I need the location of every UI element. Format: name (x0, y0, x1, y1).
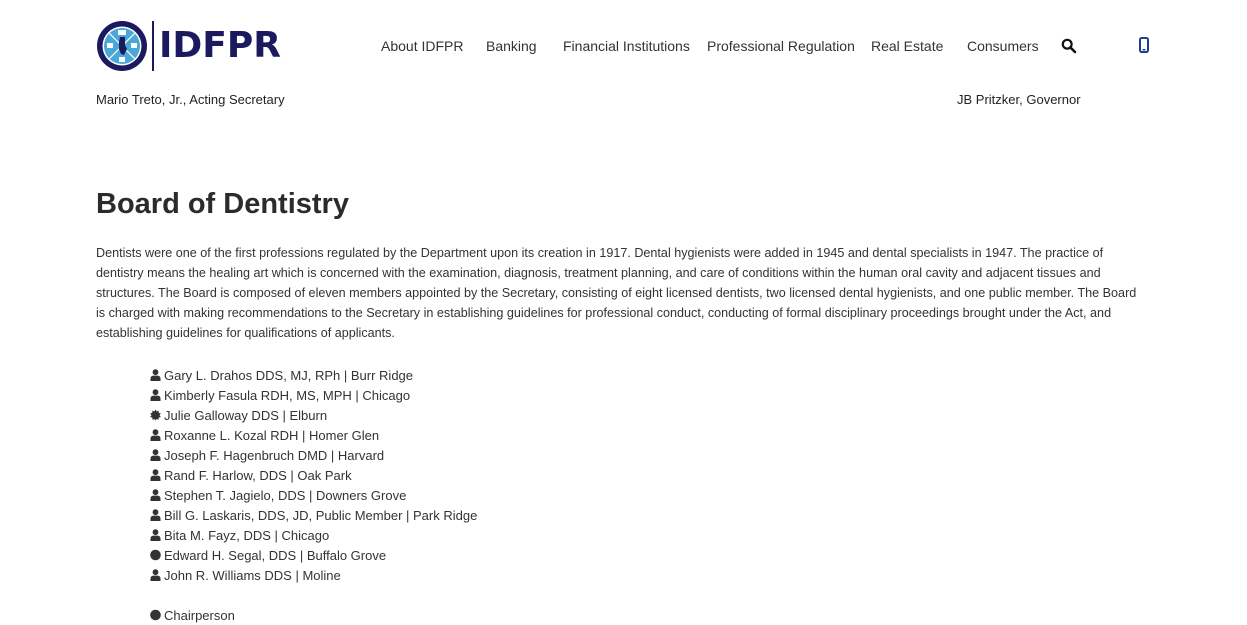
list-item (150, 445, 477, 465)
list-item (150, 565, 477, 585)
member-text: Rand F. Harlow, DDS | Oak Park (164, 467, 352, 483)
nav-consumers[interactable]: Consumers (967, 38, 1039, 54)
list-item (150, 385, 477, 405)
member-text: Gary L. Drahos DDS, MJ, RPh | Burr Ridge (164, 367, 414, 383)
circle-icon (150, 549, 161, 561)
user-icon (150, 569, 161, 581)
nav-real-estate[interactable]: Real Estate (871, 38, 944, 54)
list-item (150, 405, 477, 425)
member-text: Julie Galloway DDS | Elburn (164, 407, 328, 423)
user-icon (150, 489, 161, 501)
nav-professional-regulation[interactable]: Professional Regulation (707, 38, 855, 54)
list-item (150, 465, 477, 485)
user-icon (150, 469, 161, 481)
member-text: Bita M. Fayz, DDS | Chicago (164, 527, 330, 543)
circle-icon (150, 609, 161, 621)
chairperson-legend (150, 605, 235, 625)
member-text: Roxanne L. Kozal RDH | Homer Glen (164, 427, 380, 443)
page-title: Board of Dentistry (96, 188, 349, 220)
list-item (150, 365, 477, 385)
nav-financial-institutions[interactable]: Financial Institutions (563, 38, 690, 54)
user-icon (150, 389, 161, 401)
member-text: John R. Williams DDS | Moline (164, 567, 341, 583)
board-members-list (150, 365, 477, 585)
legend-label: Chairperson (164, 607, 235, 623)
idfpr-logo[interactable] (96, 19, 281, 73)
nav-about-idfpr[interactable]: About IDFPR (381, 38, 464, 54)
user-icon (150, 509, 161, 521)
search-icon[interactable] (1061, 38, 1077, 54)
list-item (150, 525, 477, 545)
list-item (150, 485, 477, 505)
user-icon (150, 429, 161, 441)
list-item (150, 545, 477, 565)
board-description: Dentists were one of the first professions regulated by the Department upon its creation in 1917. Dental hygienists were added in 1945 and dental specialists in 1947. The practice of dentistry means the healing art which is concerned with the examination, diagnosis, treatment planning, and care of conditions within the human oral cavity and adjacent tissues and structures. The Board is composed of eleven members appointed by the Secretary, consisting of eight licensed dentists, two licensed dental hygienists, and one public member. The Board is charged with making recommendations to the Secretary in establishing guidelines for professional conduct, conducting of formal disciplinary proceedings brought under the Act, and establishing guidelines for qualifications of applicants. (96, 246, 1137, 340)
member-text: Joseph F. Hagenbruch DMD | Harvard (164, 447, 385, 463)
site-header (0, 0, 1247, 120)
user-icon (150, 369, 161, 381)
list-item (150, 425, 477, 445)
list-item (150, 505, 477, 525)
mobile-phone-icon[interactable] (1139, 37, 1149, 53)
member-text: Kimberly Fasula RDH, MS, MPH | Chicago (164, 387, 411, 403)
state-seal-icon (96, 20, 148, 72)
logo-text: IDFPR (159, 25, 281, 66)
governor-name: JB Pritzker, Governor (957, 92, 1081, 107)
secretary-name: Mario Treto, Jr., Acting Secretary (96, 92, 285, 107)
logo-divider (152, 21, 154, 71)
certificate-icon (150, 409, 161, 421)
user-icon (150, 449, 161, 461)
member-text: Stephen T. Jagielo, DDS | Downers Grove (164, 487, 407, 503)
member-text: Bill G. Laskaris, DDS, JD, Public Member | Park Ridge (164, 507, 478, 523)
member-text: Edward H. Segal, DDS | Buffalo Grove (164, 547, 387, 563)
nav-banking[interactable]: Banking (486, 38, 537, 54)
user-icon (150, 529, 161, 541)
